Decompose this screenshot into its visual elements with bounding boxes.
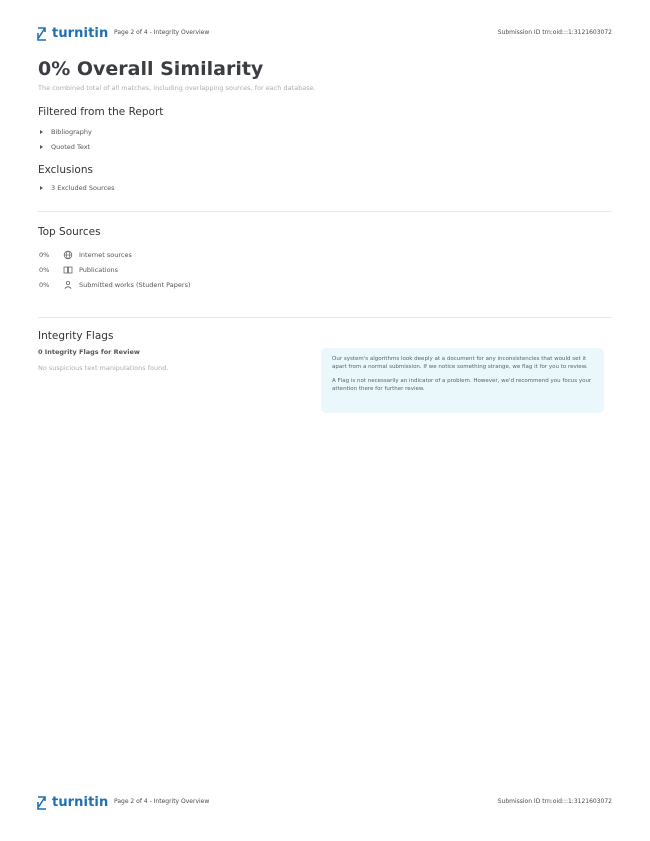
exclusions-list [40, 184, 115, 199]
no-flags-text: No suspicious text manipulations found. [38, 364, 169, 372]
integrity-flags-count: 0 Integrity Flags for Review [38, 348, 140, 356]
exclusions-heading: Exclusions [38, 164, 93, 176]
book-icon [63, 265, 73, 275]
filtered-list [40, 128, 92, 158]
top-sources-heading: Top Sources [38, 226, 101, 238]
info-paragraph: Our system's algorithms look deeply at a document for any inconsistencies that would set it apart from a normal submission. If we notice something strange, we flag it for you to review. [332, 356, 588, 370]
info-paragraph: A Flag is not necessarily an indicator of a problem. However, we'd recommend you focus your attention there for further review. [332, 378, 592, 392]
list-item: 3 Excluded Sources [40, 184, 115, 199]
person-icon [63, 280, 73, 290]
source-percent: 0% [39, 281, 50, 289]
section-divider [38, 317, 612, 318]
logo-text: turnitin [52, 25, 109, 41]
page-header [37, 24, 612, 44]
page-footer [37, 793, 612, 813]
turnitin-logo-icon [37, 795, 48, 810]
submission-id: Submission ID trn:oid:::1:3121603072 [497, 29, 612, 36]
source-percent: 0% [39, 251, 50, 259]
section-divider [38, 211, 612, 212]
source-label: Internet sources [79, 251, 132, 259]
list-item: Quoted Text [40, 143, 92, 158]
turnitin-logo [37, 793, 108, 811]
page-title: 0% Overall Similarity [38, 58, 264, 80]
source-percent: 0% [39, 266, 50, 274]
submission-id: Submission ID trn:oid:::1:3121603072 [497, 798, 612, 805]
page-label: Page 2 of 4 - Integrity Overview [114, 798, 210, 805]
page-label: Page 2 of 4 - Integrity Overview [114, 29, 210, 36]
list-item: Bibliography [40, 128, 92, 143]
bullet-triangle-icon [40, 186, 43, 190]
integrity-info-box [321, 348, 604, 413]
bullet-triangle-icon [40, 145, 43, 149]
turnitin-logo [37, 24, 108, 42]
integrity-flags-heading: Integrity Flags [38, 330, 114, 342]
logo-text: turnitin [52, 794, 109, 810]
source-label: Submitted works (Student Papers) [79, 281, 191, 289]
source-label: Publications [79, 266, 119, 274]
page-subtitle: The combined total of all matches, including overlapping sources, for each database. [38, 84, 316, 92]
filtered-heading: Filtered from the Report [38, 106, 164, 118]
globe-icon [63, 250, 73, 260]
bullet-triangle-icon [40, 130, 43, 134]
turnitin-logo-icon [37, 26, 48, 41]
